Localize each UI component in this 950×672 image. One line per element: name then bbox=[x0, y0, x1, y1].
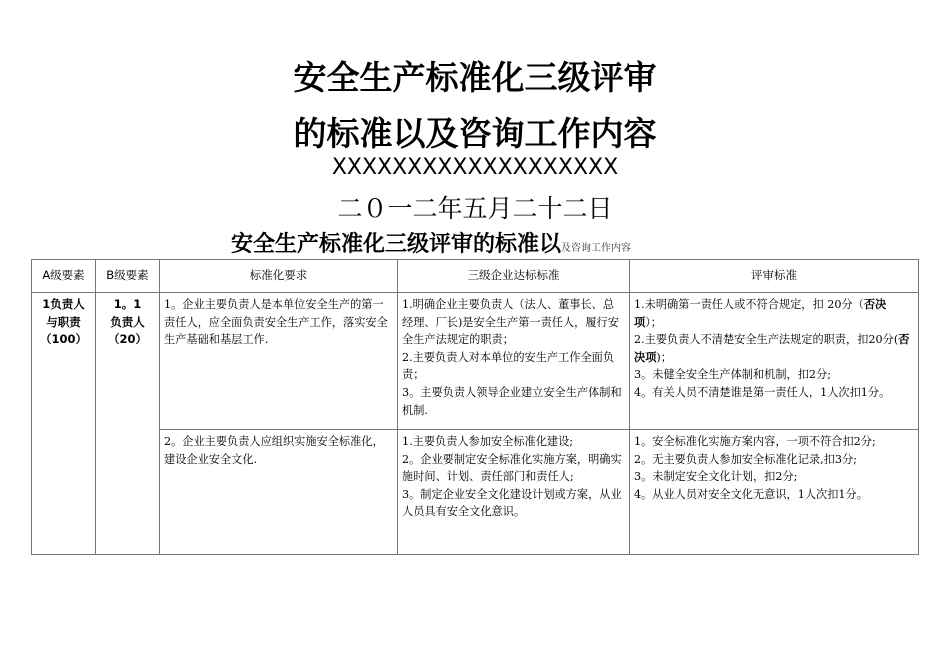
table-row bbox=[32, 293, 919, 430]
review-cell bbox=[630, 430, 919, 555]
requirement-cell: 1。企业主要负责人是本单位安全生产的第一责任人，应全面负责安全生产工作，落实安全生产基础和基层工作. bbox=[160, 293, 398, 430]
table-header-row bbox=[32, 260, 919, 293]
standard-item: 2。企业要制定安全标准化实施方案，明确实施时间、计划、责任部门和责任人; bbox=[402, 452, 622, 484]
standard-item: 3。主要负责人领导企业建立安全生产体制和机制. bbox=[402, 385, 622, 417]
document-title-line2: 的标准以及咨询工作内容 bbox=[293, 114, 657, 153]
b-element-line: （20） bbox=[107, 332, 147, 347]
review-item: 2.主要负责人不清楚安全生产法规定的职责，扣20分(否决项)； bbox=[634, 332, 910, 364]
standard-item: 1.主要负责人参加安全标准化建设; bbox=[402, 435, 574, 448]
b-element-line: 负责人 bbox=[110, 314, 145, 329]
header-review-standard: 评审标准 bbox=[630, 260, 919, 293]
document-date: 二０一二年五月二十二日 bbox=[337, 194, 613, 223]
a-element-line: 1负责人 bbox=[42, 297, 85, 311]
standard-cell bbox=[398, 293, 630, 430]
b-element-cell bbox=[96, 293, 160, 555]
a-element-cell bbox=[32, 293, 96, 555]
review-item: 1。安全标准化实施方案内容，一项不符合扣2分; bbox=[634, 435, 876, 448]
requirement-cell: 2。企业主要负责人应组织实施安全标准化，建设企业安全文化. bbox=[160, 430, 398, 555]
review-item: 1.未明确第一责任人或不符合规定，扣 20分（否决项）； bbox=[634, 297, 887, 329]
standards-table bbox=[31, 259, 919, 555]
section-heading-main: 安全生产标准化三级评审的标准以 bbox=[231, 232, 562, 257]
section-heading bbox=[231, 227, 631, 258]
header-a-element: A级要素 bbox=[32, 260, 96, 293]
header-b-element: B级要素 bbox=[96, 260, 160, 293]
table-row bbox=[32, 430, 919, 555]
review-cell bbox=[630, 293, 919, 430]
review-item: 3。未制定安全文化计划，扣2分; bbox=[634, 470, 798, 484]
section-heading-tail: 及咨询工作内容 bbox=[561, 243, 632, 254]
b-element-line: 1。1 bbox=[113, 297, 142, 311]
standard-item: 1.明确企业主要负责人（法人、董事长、总经理、厂长)是安全生产第一责任人，履行安全生产法规定的职责； bbox=[402, 298, 619, 347]
standard-item: 3。制定企业安全文化建设计划或方案，从业人员具有安全文化意识。 bbox=[402, 487, 622, 519]
standard-cell bbox=[398, 430, 630, 555]
standard-item: 2.主要负责人对本单位的安生产工作全面负责； bbox=[402, 350, 615, 382]
review-item: 3。未健全安全生产体制和机制，扣2分; bbox=[634, 368, 832, 382]
organization-name: XXXXXXXXXXXXXXXXXXX bbox=[331, 155, 619, 180]
review-item: 2。无主要负责人参加安全标准化记录,扣3分; bbox=[634, 452, 857, 466]
document-title-line1: 安全生产标准化三级评审 bbox=[293, 58, 657, 97]
header-requirement: 标准化要求 bbox=[160, 260, 398, 293]
review-item: 4。有关人员不清楚谁是第一责任人，1人次扣1分。 bbox=[634, 385, 891, 399]
review-item: 4。从业人员对安全文化无意识，1人次扣1分。 bbox=[634, 487, 868, 501]
header-level3-standard: 三级企业达标标准 bbox=[398, 260, 630, 293]
a-element-line: 与职责 bbox=[46, 314, 81, 329]
a-element-line: （100） bbox=[39, 332, 87, 347]
